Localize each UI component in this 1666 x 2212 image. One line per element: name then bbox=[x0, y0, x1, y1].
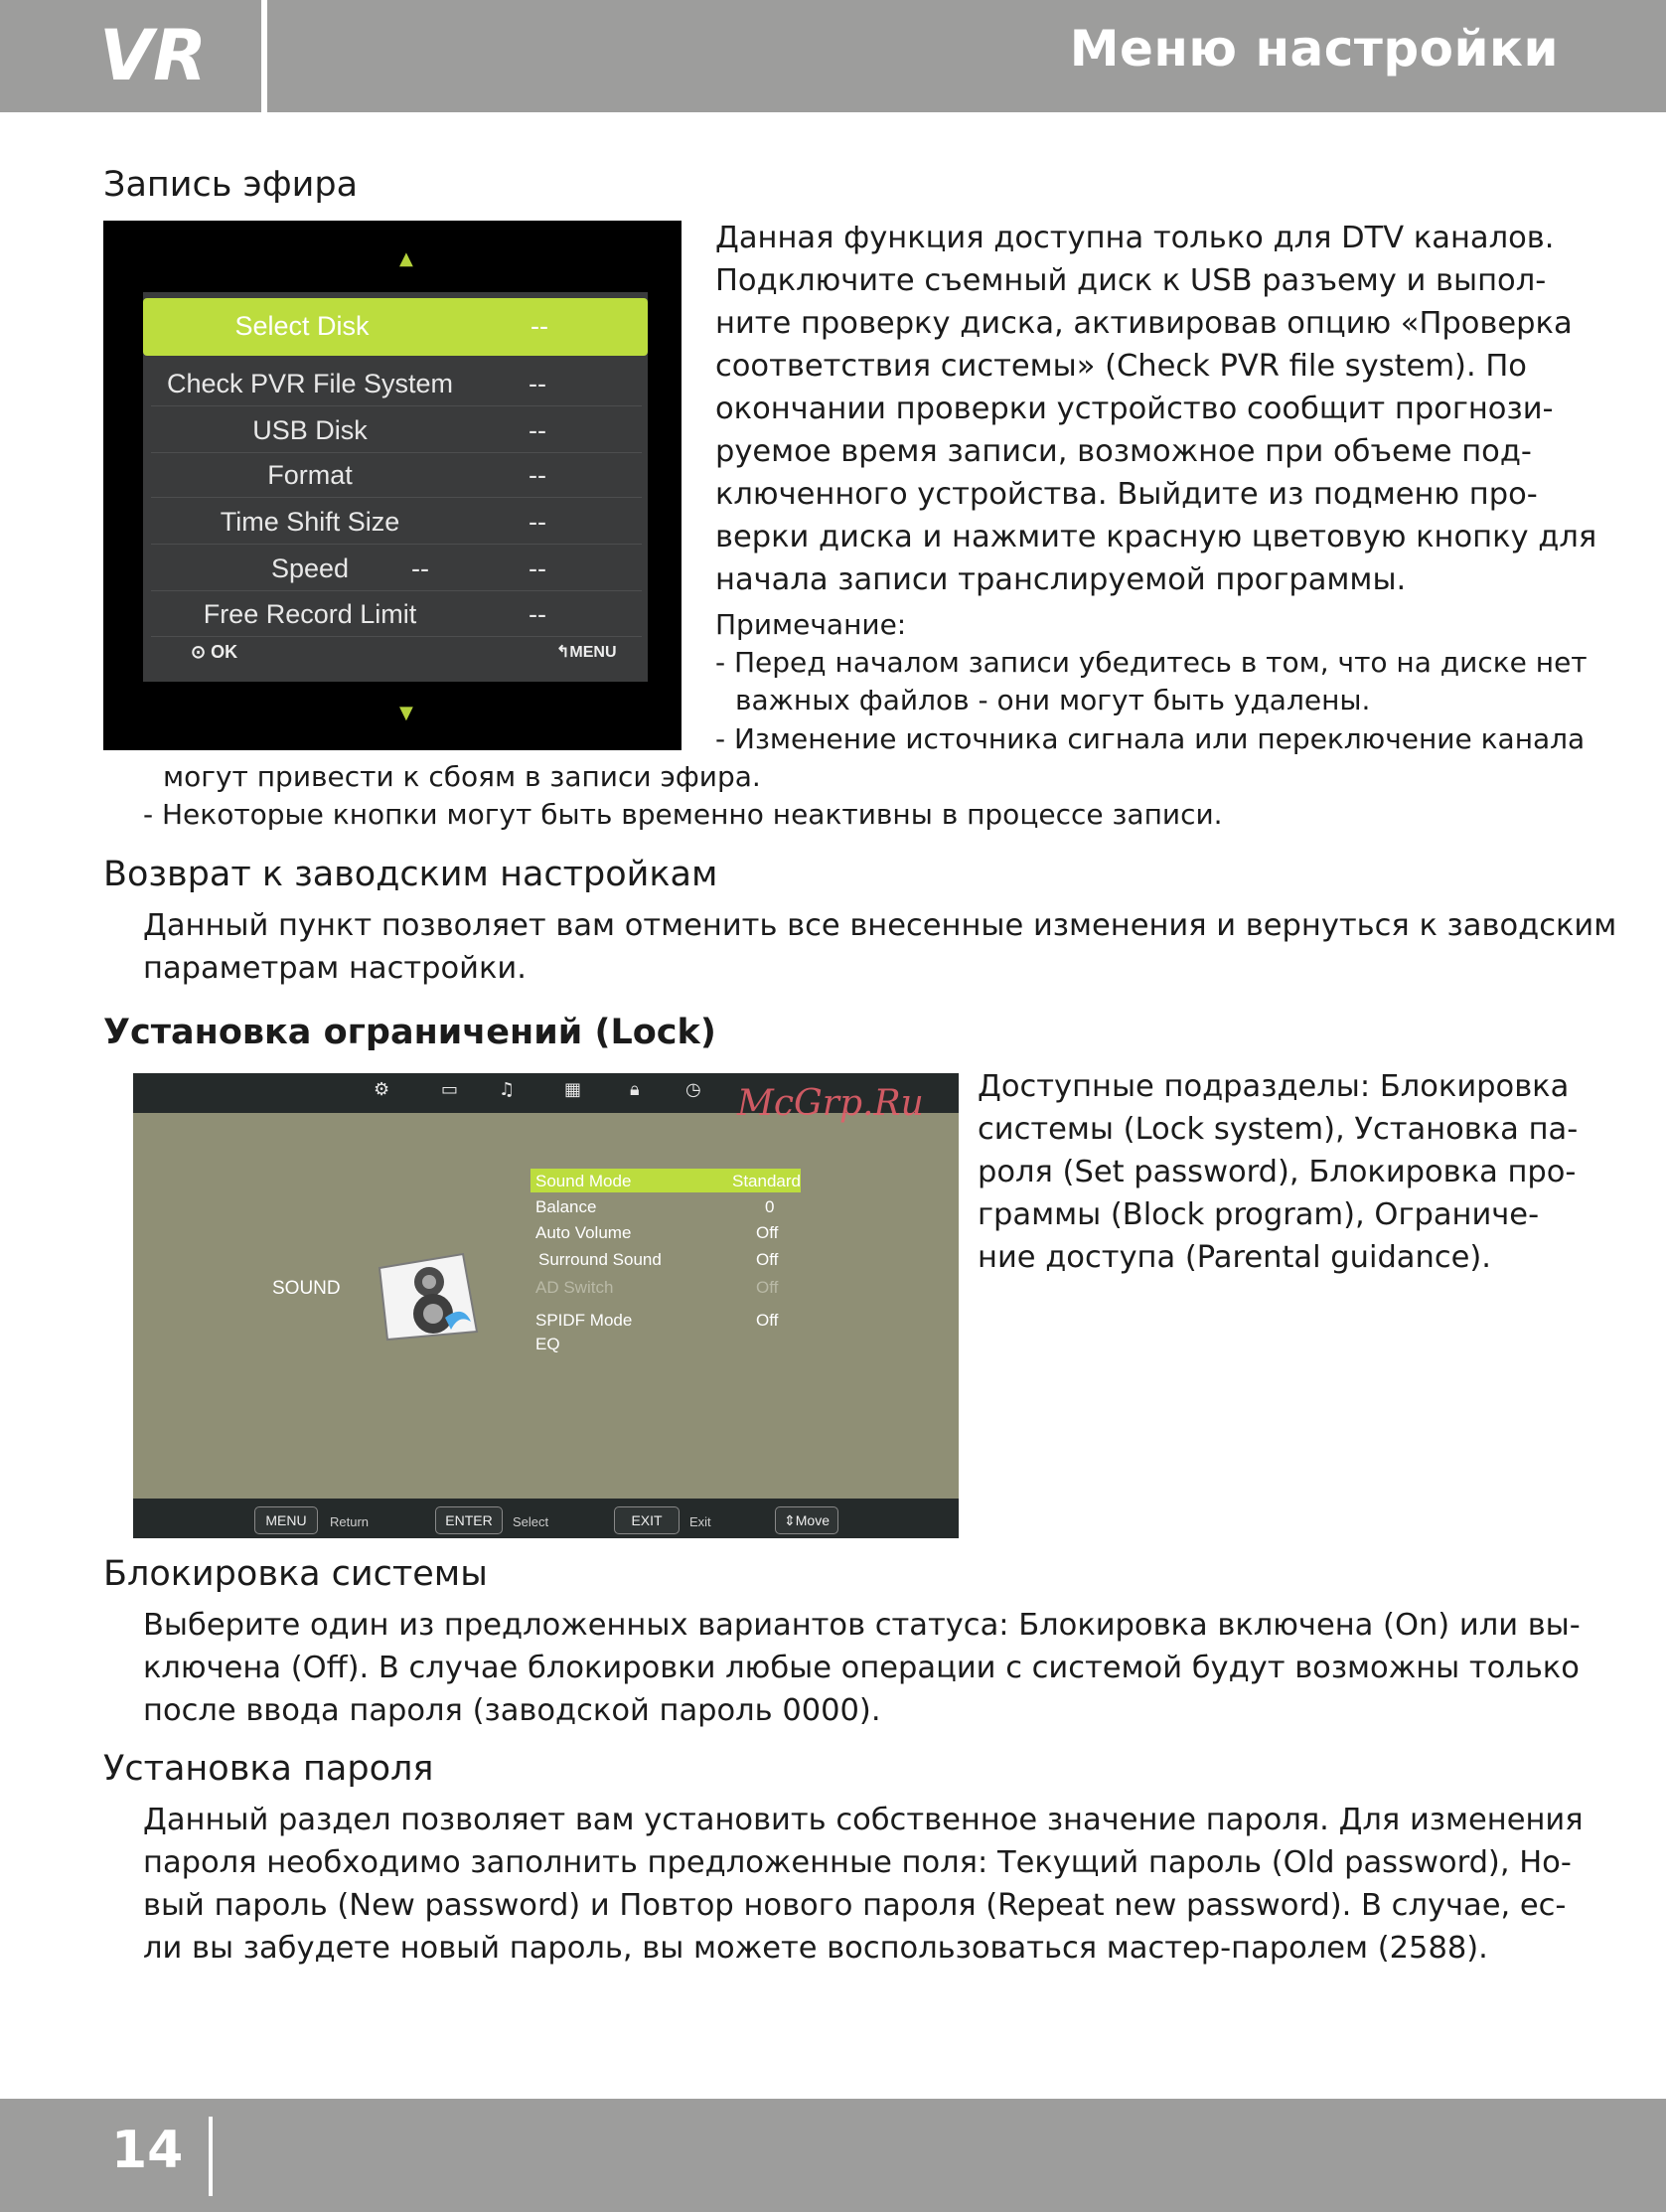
text-line: ните проверку диска, активировав опцию «Проверка bbox=[715, 306, 1573, 341]
pvr-row-value: -- bbox=[529, 553, 546, 583]
watermark: McGrp.Ru bbox=[737, 1083, 924, 1124]
sound-row-value: Off bbox=[756, 1250, 779, 1269]
sound-row-label: Sound Mode bbox=[535, 1172, 632, 1190]
sound-row bbox=[535, 1169, 833, 1192]
sound-row-label: AD Switch bbox=[535, 1278, 614, 1297]
text-line: ключенного устройства. Выйдите из подменю про- bbox=[715, 477, 1538, 512]
password-description bbox=[143, 1799, 1584, 1970]
pvr-row-mid: -- bbox=[411, 553, 429, 583]
text-line: Данная функция доступна только для DTV каналов. bbox=[715, 221, 1555, 255]
text-line: соответствия системы» (Check PVR file system). По bbox=[715, 349, 1527, 384]
arrow-down-icon: ▼ bbox=[399, 703, 413, 723]
pvr-selected-label: Select Disk bbox=[234, 311, 370, 341]
menu-label: MENU bbox=[569, 644, 617, 661]
text-line: роля (Set password), Блокировка про- bbox=[978, 1155, 1577, 1189]
sound-row bbox=[535, 1308, 833, 1332]
text-line: после ввода пароля (заводской пароль 0000). bbox=[143, 1693, 881, 1728]
pvr-selected-row bbox=[143, 298, 648, 356]
sound-row-label: Surround Sound bbox=[538, 1250, 662, 1269]
music-note-icon: ♫ bbox=[499, 1079, 516, 1100]
menu-key-label: Return bbox=[330, 1514, 370, 1529]
arrow-up-icon: ▲ bbox=[399, 248, 413, 269]
logo-text: VR bbox=[99, 15, 208, 96]
pvr-row-value: -- bbox=[529, 460, 546, 490]
text-line: граммы (Block program), Ограниче- bbox=[978, 1197, 1540, 1232]
note-line: - Изменение источника сигнала или переключение канала bbox=[715, 722, 1586, 755]
clock-icon: ◷ bbox=[685, 1079, 701, 1100]
sound-row bbox=[535, 1220, 833, 1244]
pvr-selected-value: -- bbox=[530, 311, 548, 341]
sound-row bbox=[535, 1194, 833, 1218]
page-footer bbox=[0, 2099, 1666, 2212]
lock-heading: Установка ограничений (Lock) bbox=[103, 1013, 716, 1052]
sound-row-value: Off bbox=[756, 1223, 779, 1242]
footer-divider bbox=[209, 2117, 213, 2196]
sound-row-disabled bbox=[535, 1275, 833, 1299]
pvr-row-value: -- bbox=[529, 507, 546, 537]
exit-key-label: Exit bbox=[689, 1514, 711, 1529]
note-line: могут привести к сбоям в записи эфира. bbox=[163, 760, 761, 793]
enter-key: ENTER bbox=[435, 1506, 503, 1534]
pvr-menu-screenshot bbox=[103, 221, 682, 750]
sound-row-value: 0 bbox=[765, 1197, 775, 1216]
text-line: начала записи транслируемой программы. bbox=[715, 562, 1407, 597]
pvr-row-label: Format bbox=[267, 460, 353, 490]
pvr-row-value: -- bbox=[529, 369, 546, 398]
ok-label: OK bbox=[211, 642, 238, 662]
header-divider bbox=[261, 0, 267, 112]
pvr-menu-hint bbox=[556, 642, 617, 662]
sound-row-label: SPIDF Mode bbox=[535, 1311, 633, 1330]
note-line: - Некоторые кнопки могут быть временно неактивны в процессе записи. bbox=[143, 798, 1223, 831]
sound-row-label: EQ bbox=[535, 1335, 560, 1353]
sound-row-value: Off bbox=[756, 1311, 779, 1330]
record-heading: Запись эфира bbox=[103, 165, 359, 205]
text-line: руемое время записи, возможное при объеме под- bbox=[715, 434, 1532, 469]
note-line: - Перед началом записи убедитесь в том, что на диске нет bbox=[715, 646, 1588, 679]
gear-icon: ⚙ bbox=[374, 1079, 390, 1100]
monitor-icon: ▭ bbox=[441, 1079, 459, 1100]
pvr-panel bbox=[143, 292, 648, 682]
grid-icon: ▦ bbox=[564, 1079, 582, 1100]
sound-row-label: Balance bbox=[535, 1197, 597, 1216]
pvr-row bbox=[151, 408, 642, 453]
sound-row-value: Standard bbox=[732, 1172, 801, 1190]
vr-logo bbox=[0, 0, 260, 112]
reset-heading: Возврат к заводским настройкам bbox=[103, 855, 718, 894]
pvr-row bbox=[151, 453, 642, 498]
speaker-icon bbox=[368, 1248, 487, 1347]
text-line: Данный раздел позволяет вам установить собственное значение пароля. Для изменения bbox=[143, 1803, 1584, 1837]
ok-circle-icon: ⊙ bbox=[191, 642, 207, 662]
text-line: системы (Lock system), Установка па- bbox=[978, 1112, 1579, 1147]
pvr-row-value: -- bbox=[529, 415, 546, 445]
move-key bbox=[775, 1506, 838, 1534]
pvr-ok-hint bbox=[191, 642, 237, 663]
pvr-row-label: USB Disk bbox=[252, 415, 368, 445]
sound-row bbox=[535, 1247, 833, 1271]
lock-icon: 🔒︎ bbox=[630, 1079, 640, 1100]
lock-description bbox=[978, 1065, 1578, 1279]
page-number: 14 bbox=[111, 2121, 184, 2180]
text-line: верки диска и нажмите красную цветовую кнопку для bbox=[715, 520, 1597, 554]
reset-description bbox=[143, 904, 1616, 990]
text-line: ключена (Off). В случае блокировки любые операции с системой будут возможны только bbox=[143, 1651, 1580, 1685]
text-line: пароля необходимо заполнить предложенные поля: Текущий пароль (Old password), Но- bbox=[143, 1845, 1572, 1880]
pvr-row-label: Free Record Limit bbox=[203, 599, 417, 629]
record-note-title: Примечание: bbox=[715, 608, 907, 641]
sound-row-value: Off bbox=[756, 1278, 779, 1297]
lock-system-heading: Блокировка системы bbox=[103, 1554, 488, 1594]
pvr-row bbox=[151, 500, 642, 545]
sound-footer-bar bbox=[133, 1499, 959, 1538]
move-key-text: Move bbox=[795, 1512, 830, 1528]
text-line: Подключите съемный диск к USB разъему и выпол- bbox=[715, 263, 1547, 298]
enter-key-label: Select bbox=[513, 1514, 549, 1529]
pvr-row bbox=[151, 592, 642, 637]
return-arrow-icon: ↰ bbox=[556, 644, 570, 661]
lock-system-description bbox=[143, 1604, 1581, 1732]
pvr-row-label: Check PVR File System bbox=[166, 369, 454, 398]
sound-row-label: Auto Volume bbox=[535, 1223, 632, 1242]
text-line: окончании проверки устройство сообщит прогнози- bbox=[715, 392, 1554, 426]
sound-section-label: SOUND bbox=[272, 1278, 341, 1299]
exit-key: EXIT bbox=[614, 1506, 680, 1534]
sound-menu-screenshot bbox=[133, 1073, 959, 1538]
text-line: ли вы забудете новый пароль, вы можете воспользоваться мастер-паролем (2588). bbox=[143, 1931, 1488, 1966]
page-title: Меню настройки bbox=[1069, 20, 1559, 78]
text-line: ние доступа (Parental guidance). bbox=[978, 1240, 1491, 1275]
text-line: Данный пункт позволяет вам отменить все внесенные изменения и вернуться к заводским bbox=[143, 908, 1617, 943]
text-line: параметрам настройки. bbox=[143, 951, 527, 986]
move-arrows-icon: ⇕ bbox=[784, 1512, 796, 1528]
text-line: Доступные подразделы: Блокировка bbox=[978, 1069, 1570, 1104]
pvr-row bbox=[151, 547, 642, 591]
record-description bbox=[715, 217, 1596, 601]
pvr-row-value: -- bbox=[529, 599, 546, 629]
text-line: вый пароль (New password) и Повтор нового пароля (Repeat new password). В случае, ес- bbox=[143, 1888, 1567, 1923]
password-heading: Установка пароля bbox=[103, 1749, 434, 1789]
menu-key: MENU bbox=[254, 1506, 318, 1534]
pvr-row bbox=[151, 362, 642, 406]
pvr-row-label: Speed bbox=[270, 553, 350, 583]
pvr-row-label: Time Shift Size bbox=[220, 507, 400, 537]
sound-row bbox=[535, 1332, 833, 1355]
text-line: Выберите один из предложенных вариантов статуса: Блокировка включена (On) или вы- bbox=[143, 1608, 1581, 1643]
note-line: важных файлов - они могут быть удалены. bbox=[735, 684, 1371, 716]
